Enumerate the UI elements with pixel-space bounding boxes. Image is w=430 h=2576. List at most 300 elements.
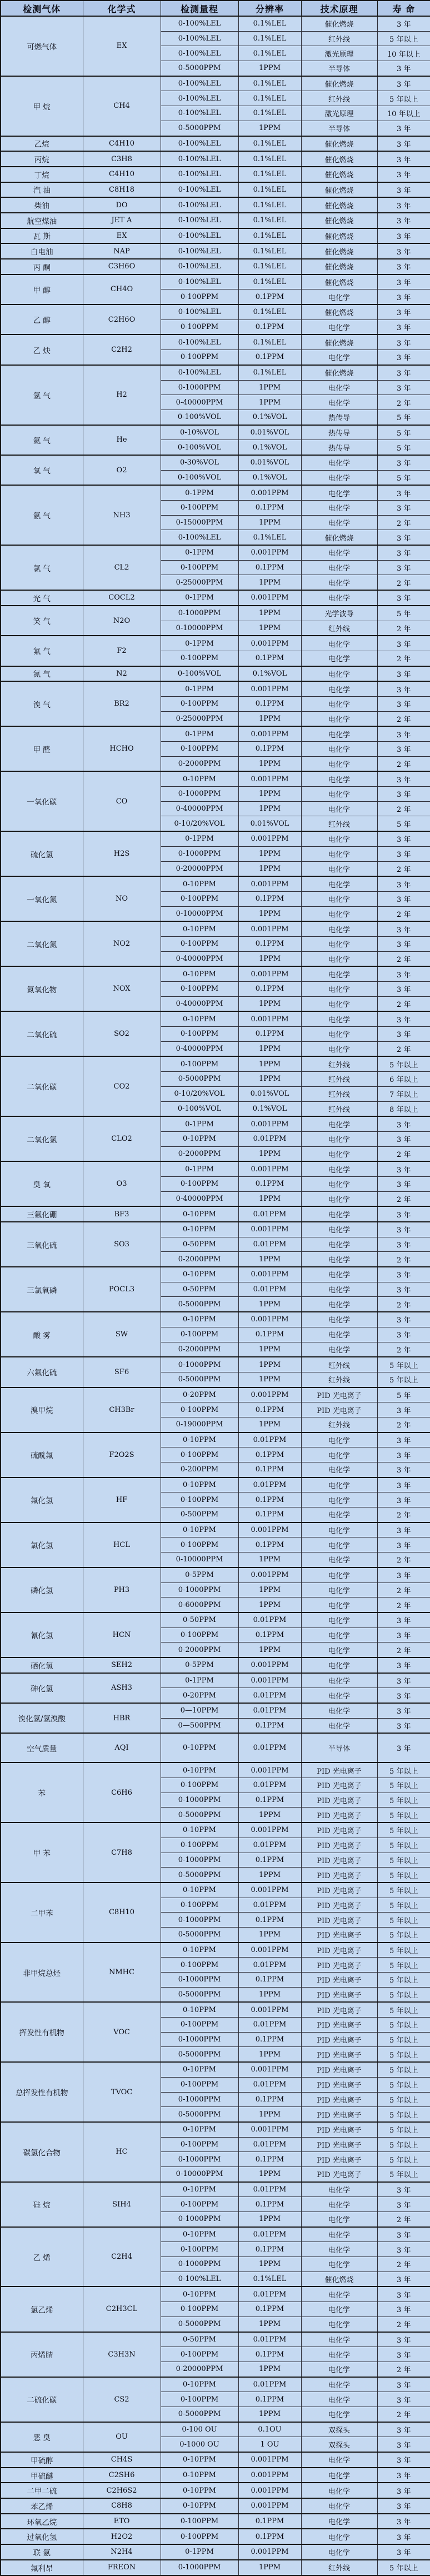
life-cell: 5 年以上	[377, 2107, 430, 2122]
principle-cell: 电化学	[301, 1718, 377, 1733]
gas-name-cell: 丁烷	[1, 167, 83, 182]
resolution-cell: 0.1%LEL	[238, 136, 301, 152]
life-cell: 3 年	[377, 485, 430, 500]
principle-cell: 电化学	[301, 742, 377, 757]
formula-cell: CL2	[83, 545, 161, 590]
range-cell: 0-40000PPM	[161, 996, 238, 1011]
col-header-principle: 技术原理	[301, 1, 377, 16]
life-cell: 2 年	[377, 711, 430, 726]
col-header-gas: 检测气体	[1, 1, 83, 16]
principle-cell: PID 光电离子	[301, 2002, 377, 2017]
life-cell: 3 年	[377, 1161, 430, 1176]
resolution-cell: 0.01PPM	[238, 2077, 301, 2092]
range-cell: 0-100%LEL	[161, 31, 238, 46]
life-cell: 3 年	[377, 501, 430, 516]
range-cell: 0-1000PPM	[161, 380, 238, 395]
resolution-cell: 0.01PPM	[238, 1778, 301, 1793]
principle-cell: 电化学	[301, 1116, 377, 1131]
principle-cell: 电化学	[301, 1582, 377, 1597]
range-cell: 0-100PPM	[161, 2197, 238, 2212]
life-cell: 3 年	[377, 1237, 430, 1252]
resolution-cell: 0.1%LEL	[238, 243, 301, 259]
table-row	[1, 1267, 430, 1282]
principle-cell: 红外线	[301, 91, 377, 106]
principle-cell: 电化学	[301, 1703, 377, 1718]
principle-cell: PID 光电离子	[301, 1823, 377, 1838]
range-cell: 0-100%LEL	[161, 106, 238, 121]
life-cell: 3 年	[377, 304, 430, 319]
principle-cell: 电化学	[301, 1552, 377, 1567]
range-cell: 0-20000PPM	[161, 861, 238, 876]
range-cell: 0-100PPM	[161, 742, 238, 757]
resolution-cell: 0.001PPM	[238, 1522, 301, 1537]
principle-cell: 催化燃烧	[301, 182, 377, 198]
range-cell: 0-100%VOL	[161, 410, 238, 425]
formula-cell: ETO	[83, 2514, 161, 2529]
resolution-cell: 0.01PPM	[238, 1206, 301, 1222]
formula-cell: CO	[83, 771, 161, 831]
table-row	[1, 1883, 430, 1898]
life-cell: 2 年	[377, 951, 430, 966]
principle-cell: 电化学	[301, 2498, 377, 2514]
principle-cell: 电化学	[301, 1131, 377, 1146]
formula-cell: O3	[83, 1161, 161, 1206]
range-cell: 0-1000PPM	[161, 2032, 238, 2047]
gas-name-cell: 溴甲烷	[1, 1387, 83, 1432]
life-cell: 3 年	[377, 76, 430, 91]
gas-name-cell: 甲 烷	[1, 76, 83, 136]
range-cell: 0-100PPM	[161, 1898, 238, 1913]
life-cell: 5 年以上	[377, 2560, 430, 2575]
resolution-cell: 0.1PPM	[238, 2529, 301, 2544]
table-body	[1, 16, 430, 2575]
resolution-cell: 0.1PPM	[238, 2302, 301, 2317]
table-row	[1, 876, 430, 891]
range-cell: 0-100PPM	[161, 1537, 238, 1552]
resolution-cell: 1PPM	[238, 1417, 301, 1432]
resolution-cell: 0.001PPM	[238, 876, 301, 891]
life-cell: 3 年	[377, 2452, 430, 2468]
resolution-cell: 0.001PPM	[238, 921, 301, 936]
principle-cell: 电化学	[301, 1658, 377, 1673]
range-cell: 0-1000PPM	[161, 1973, 238, 1988]
range-cell: 0-1000PPM	[161, 1582, 238, 1597]
resolution-cell: 0.01PPM	[238, 1703, 301, 1718]
range-cell: 0-10000PPM	[161, 2166, 238, 2181]
formula-cell: TVOC	[83, 2062, 161, 2122]
life-cell: 5 年	[377, 1387, 430, 1402]
principle-cell: 电化学	[301, 2529, 377, 2544]
principle-cell: PID 光电离子	[301, 2107, 377, 2122]
resolution-cell: 0.001PPM	[238, 1011, 301, 1026]
principle-cell: 电化学	[301, 1297, 377, 1312]
table-row	[1, 365, 430, 380]
life-cell: 5 年以上	[377, 1778, 430, 1793]
range-cell: 0-100%VOL	[161, 470, 238, 485]
resolution-cell: 1PPM	[238, 380, 301, 395]
formula-cell: BF3	[83, 1206, 161, 1222]
resolution-cell: 1PPM	[238, 1643, 301, 1658]
range-cell: 0-100%LEL	[161, 167, 238, 182]
resolution-cell: 1PPM	[238, 121, 301, 136]
table-row	[1, 590, 430, 606]
formula-cell: NOX	[83, 966, 161, 1011]
life-cell: 2 年	[377, 1252, 430, 1267]
resolution-cell: 0.1%LEL	[238, 76, 301, 91]
resolution-cell: 0.001PPM	[238, 1763, 301, 1778]
principle-cell: PID 光电离子	[301, 2166, 377, 2181]
principle-cell: 红外线	[301, 1417, 377, 1432]
range-cell: 0-10PPM	[161, 1522, 238, 1537]
formula-cell: N2H4	[83, 2544, 161, 2560]
gas-name-cell: 氰化氢	[1, 1613, 83, 1658]
range-cell: 0-10PPM	[161, 2287, 238, 2302]
resolution-cell: 1PPM	[238, 1041, 301, 1056]
life-cell: 3 年	[377, 455, 430, 470]
resolution-cell: 0.001PPM	[238, 2498, 301, 2514]
range-cell: 0-40000PPM	[161, 801, 238, 816]
life-cell: 3 年	[377, 1327, 430, 1342]
resolution-cell: 0.1PPM	[238, 560, 301, 575]
gas-name-cell: 总挥发性有机物	[1, 2062, 83, 2122]
principle-cell: 电化学	[301, 2287, 377, 2302]
resolution-cell: 1PPM	[238, 1372, 301, 1387]
resolution-cell: 1PPM	[238, 61, 301, 76]
principle-cell: 电化学	[301, 831, 377, 846]
formula-cell: C2H6O	[83, 304, 161, 335]
gas-name-cell: 二氧化碳	[1, 1056, 83, 1116]
col-header-life: 寿 命	[377, 1, 430, 16]
life-cell: 3 年	[377, 846, 430, 861]
life-cell: 6 年以上	[377, 1072, 430, 1087]
formula-cell: C2H2	[83, 335, 161, 365]
range-cell: 0-100PPM	[161, 501, 238, 516]
life-cell: 3 年	[377, 1492, 430, 1507]
range-cell: 0-1PPM	[161, 636, 238, 651]
principle-cell: PID 光电离子	[301, 1853, 377, 1868]
principle-cell: PID 光电离子	[301, 1778, 377, 1793]
life-cell: 3 年	[377, 1703, 430, 1718]
range-cell: 0-100PPM	[161, 1327, 238, 1342]
range-cell: 0-1PPM	[161, 2544, 238, 2560]
resolution-cell: 0.01PPM	[238, 1282, 301, 1297]
range-cell: 0-1000PPM	[161, 1853, 238, 1868]
principle-cell: 电化学	[301, 1567, 377, 1582]
resolution-cell: 1PPM	[238, 1582, 301, 1597]
life-cell: 3 年	[377, 228, 430, 244]
principle-cell: 电化学	[301, 846, 377, 861]
gas-name-cell: 白电油	[1, 243, 83, 259]
life-cell: 3 年	[377, 1131, 430, 1146]
range-cell: 0-100PPM	[161, 1958, 238, 1973]
principle-cell: PID 光电离子	[301, 1943, 377, 1958]
table-row	[1, 1477, 430, 1492]
life-cell: 3 年	[377, 936, 430, 951]
resolution-cell: 0.001PPM	[238, 726, 301, 741]
resolution-cell: 0.1OU	[238, 2422, 301, 2437]
principle-cell: 电化学	[301, 1312, 377, 1327]
range-cell: 0-10PPM	[161, 2002, 238, 2017]
formula-cell: F2	[83, 636, 161, 666]
life-cell: 3 年	[377, 696, 430, 711]
life-cell: 2 年	[377, 1582, 430, 1597]
resolution-cell: 0.01%VOL	[238, 455, 301, 470]
gas-name-cell: 三氧化硫	[1, 1222, 83, 1267]
gas-name-cell: 甲 醛	[1, 726, 83, 771]
formula-cell: He	[83, 425, 161, 455]
range-cell: 0-100%VOL	[161, 1101, 238, 1116]
life-cell: 3 年	[377, 1537, 430, 1552]
range-cell: 0-1PPM	[161, 1673, 238, 1688]
resolution-cell: 0.1%LEL	[238, 197, 301, 213]
life-cell: 3 年	[377, 2347, 430, 2362]
principle-cell: 电化学	[301, 1161, 377, 1176]
life-cell: 3 年	[377, 1176, 430, 1191]
table-row	[1, 1056, 430, 1071]
range-cell: 0-100PPM	[161, 936, 238, 951]
table-row	[1, 1733, 430, 1763]
gas-name-cell: 溴 气	[1, 681, 83, 726]
life-cell: 2 年	[377, 1041, 430, 1056]
range-cell: 0-6000PPM	[161, 1597, 238, 1613]
principle-cell: 催化燃烧	[301, 259, 377, 274]
resolution-cell: 1PPM	[238, 1072, 301, 1087]
table-row	[1, 455, 430, 470]
gas-name-cell: 丙烷	[1, 151, 83, 167]
principle-cell: 红外线	[301, 31, 377, 46]
life-cell: 3 年	[377, 2468, 430, 2483]
range-cell: 0-100PPM	[161, 2514, 238, 2529]
table-row	[1, 485, 430, 500]
principle-cell: 电化学	[301, 787, 377, 802]
range-cell: 0-5000PPM	[161, 121, 238, 136]
principle-cell: 电化学	[301, 2242, 377, 2257]
life-cell: 3 年	[377, 1613, 430, 1628]
resolution-cell: 0.1PPM	[238, 1973, 301, 1988]
formula-cell: HCN	[83, 1613, 161, 1658]
life-cell: 2 年	[377, 861, 430, 876]
range-cell: 0-40000PPM	[161, 1191, 238, 1206]
principle-cell: 电化学	[301, 651, 377, 666]
range-cell: 0-100%LEL	[161, 151, 238, 167]
resolution-cell: 0.01PPM	[238, 1733, 301, 1763]
principle-cell: 热传导	[301, 440, 377, 455]
resolution-cell: 0.001PPM	[238, 2468, 301, 2483]
formula-cell: N2O	[83, 606, 161, 636]
header-row	[1, 1, 430, 16]
resolution-cell: 1PPM	[238, 1342, 301, 1357]
range-cell: 0-100PPM	[161, 1176, 238, 1191]
resolution-cell: 0.1PPM	[238, 2152, 301, 2167]
range-cell: 0-1PPM	[161, 681, 238, 696]
life-cell: 3 年	[377, 167, 430, 182]
principle-cell: 电化学	[301, 2182, 377, 2197]
principle-cell: PID 光电离子	[301, 2047, 377, 2062]
gas-name-cell: 苯乙烯	[1, 2498, 83, 2514]
range-cell: 0-100PPM	[161, 982, 238, 997]
principle-cell: 电化学	[301, 1628, 377, 1643]
gas-name-cell: 环氧乙烷	[1, 2514, 83, 2529]
principle-cell: 电化学	[301, 2407, 377, 2422]
resolution-cell: 0.1PPM	[238, 289, 301, 304]
life-cell: 3 年	[377, 2332, 430, 2347]
range-cell: 0-10PPM	[161, 1312, 238, 1327]
resolution-cell: 0.001PPM	[238, 2062, 301, 2077]
life-cell: 3 年	[377, 1402, 430, 1417]
resolution-cell: 0.01PPM	[238, 2287, 301, 2302]
resolution-cell: 0.001PPM	[238, 2122, 301, 2137]
table-row	[1, 545, 430, 560]
range-cell: 0-100PPM	[161, 319, 238, 335]
resolution-cell: 0.1%LEL	[238, 182, 301, 198]
principle-cell: 电化学	[301, 1267, 377, 1282]
resolution-cell: 1PPM	[238, 951, 301, 966]
range-cell: 0-1000PPM	[161, 1793, 238, 1808]
range-cell: 0-10PPM	[161, 876, 238, 891]
formula-cell: CH4	[83, 76, 161, 136]
principle-cell: 电化学	[301, 966, 377, 981]
resolution-cell: 0.001PPM	[238, 2452, 301, 2468]
life-cell: 3 年	[377, 2422, 430, 2437]
resolution-cell: 1PPM	[238, 1252, 301, 1267]
principle-cell: 电化学	[301, 515, 377, 530]
resolution-cell: 0.001PPM	[238, 1567, 301, 1582]
range-cell: 0-1000PPM	[161, 2560, 238, 2575]
gas-name-cell: 丙烯腈	[1, 2332, 83, 2377]
principle-cell: 红外线	[301, 816, 377, 831]
table-row	[1, 2544, 430, 2560]
range-cell: 0-10PPM	[161, 1823, 238, 1838]
resolution-cell: 1PPM	[238, 1927, 301, 1942]
table-row	[1, 213, 430, 228]
range-cell: 0-10PPM	[161, 1131, 238, 1146]
table-row	[1, 136, 430, 152]
principle-cell: PID 光电离子	[301, 1808, 377, 1823]
range-cell: 0-100PPM	[161, 2018, 238, 2033]
principle-cell: 电化学	[301, 1342, 377, 1357]
life-cell: 3 年	[377, 2302, 430, 2317]
life-cell: 3 年	[377, 2544, 430, 2560]
principle-cell: 催化燃烧	[301, 167, 377, 182]
formula-cell: CH3Br	[83, 1387, 161, 1432]
resolution-cell: 1PPM	[238, 606, 301, 621]
range-cell: 0-2000PPM	[161, 1342, 238, 1357]
principle-cell: 催化燃烧	[301, 76, 377, 91]
range-cell: 0-10PPM	[161, 2062, 238, 2077]
table-row	[1, 1567, 430, 1582]
principle-cell: 电化学	[301, 891, 377, 906]
principle-cell: 电化学	[301, 1613, 377, 1628]
gas-name-cell: 空气质量	[1, 1733, 83, 1763]
gas-name-cell: 砷化氢	[1, 1673, 83, 1703]
life-cell: 3 年	[377, 213, 430, 228]
resolution-cell: 0.1PPM	[238, 1027, 301, 1042]
resolution-cell: 1PPM	[238, 2317, 301, 2332]
formula-cell: C2SH6	[83, 2468, 161, 2483]
formula-cell: HBR	[83, 1703, 161, 1733]
principle-cell: 电化学	[301, 2227, 377, 2242]
gas-name-cell: 笑 气	[1, 606, 83, 636]
formula-cell: AQI	[83, 1733, 161, 1763]
principle-cell: 电化学	[301, 696, 377, 711]
range-cell: 0-10PPM	[161, 1763, 238, 1778]
formula-cell: C2H4	[83, 2227, 161, 2287]
resolution-cell: 1PPM	[238, 2257, 301, 2272]
principle-cell: 电化学	[301, 485, 377, 500]
formula-cell: HCL	[83, 1522, 161, 1567]
formula-cell: VOC	[83, 2002, 161, 2062]
formula-cell: C3H3N	[83, 2332, 161, 2377]
principle-cell: 半导体	[301, 121, 377, 136]
resolution-cell: 0.1%LEL	[238, 530, 301, 545]
range-cell: 0-5000PPM	[161, 1297, 238, 1312]
principle-cell: 电化学	[301, 756, 377, 771]
gas-name-cell: 二氧化氯	[1, 1116, 83, 1161]
life-cell: 3 年	[377, 2197, 430, 2212]
gas-name-cell: 氟利昂	[1, 2560, 83, 2575]
range-cell: 0-25000PPM	[161, 711, 238, 726]
formula-cell: NO2	[83, 921, 161, 966]
resolution-cell: 1PPM	[238, 2407, 301, 2422]
range-cell: 0-100PPM	[161, 1778, 238, 1793]
range-cell: 0-100%LEL	[161, 530, 238, 545]
life-cell: 3 年	[377, 1222, 430, 1237]
principle-cell: 红外线	[301, 1072, 377, 1087]
principle-cell: 催化燃烧	[301, 16, 377, 31]
resolution-cell: 0.01PPM	[238, 1898, 301, 1913]
formula-cell: C2H3CL	[83, 2287, 161, 2332]
formula-cell: SW	[83, 1312, 161, 1357]
gas-name-cell: 甲硫醇	[1, 2452, 83, 2468]
life-cell: 5 年	[377, 606, 430, 621]
principle-cell: 电化学	[301, 1327, 377, 1342]
principle-cell: 电化学	[301, 1191, 377, 1206]
principle-cell: PID 光电离子	[301, 1927, 377, 1942]
formula-cell: CH4S	[83, 2452, 161, 2468]
resolution-cell: 1PPM	[238, 996, 301, 1011]
table-row	[1, 1432, 430, 1447]
table-row	[1, 335, 430, 350]
resolution-cell: 0.1PPM	[238, 1327, 301, 1342]
resolution-cell: 0.01PPM	[238, 1838, 301, 1853]
range-cell: 0-10PPM	[161, 1943, 238, 1958]
gas-name-cell: 氯 气	[1, 545, 83, 590]
resolution-cell: 0.001PPM	[238, 636, 301, 651]
principle-cell: 催化燃烧	[301, 243, 377, 259]
life-cell: 5 年以上	[377, 2122, 430, 2137]
resolution-cell: 0.1%LEL	[238, 274, 301, 289]
principle-cell: PID 光电离子	[301, 2122, 377, 2137]
range-cell: 0-100PPM	[161, 2137, 238, 2152]
life-cell: 5 年以上	[377, 1793, 430, 1808]
life-cell: 2 年	[377, 575, 430, 590]
resolution-cell: 0.001PPM	[238, 1823, 301, 1838]
range-cell: 0-50PPM	[161, 1282, 238, 1297]
range-cell: 0-40000PPM	[161, 1041, 238, 1056]
range-cell: 0-19000PPM	[161, 1417, 238, 1432]
life-cell: 3 年	[377, 590, 430, 606]
table-row	[1, 1522, 430, 1537]
life-cell: 3 年	[377, 1312, 430, 1327]
principle-cell: PID 光电离子	[301, 2032, 377, 2047]
formula-cell: O2	[83, 455, 161, 485]
principle-cell: 电化学	[301, 501, 377, 516]
life-cell: 3 年	[377, 771, 430, 786]
principle-cell: PID 光电离子	[301, 2137, 377, 2152]
range-cell: 0-1PPM	[161, 1116, 238, 1131]
life-cell: 3 年	[377, 1447, 430, 1462]
resolution-cell: 0.01%VOL	[238, 816, 301, 831]
